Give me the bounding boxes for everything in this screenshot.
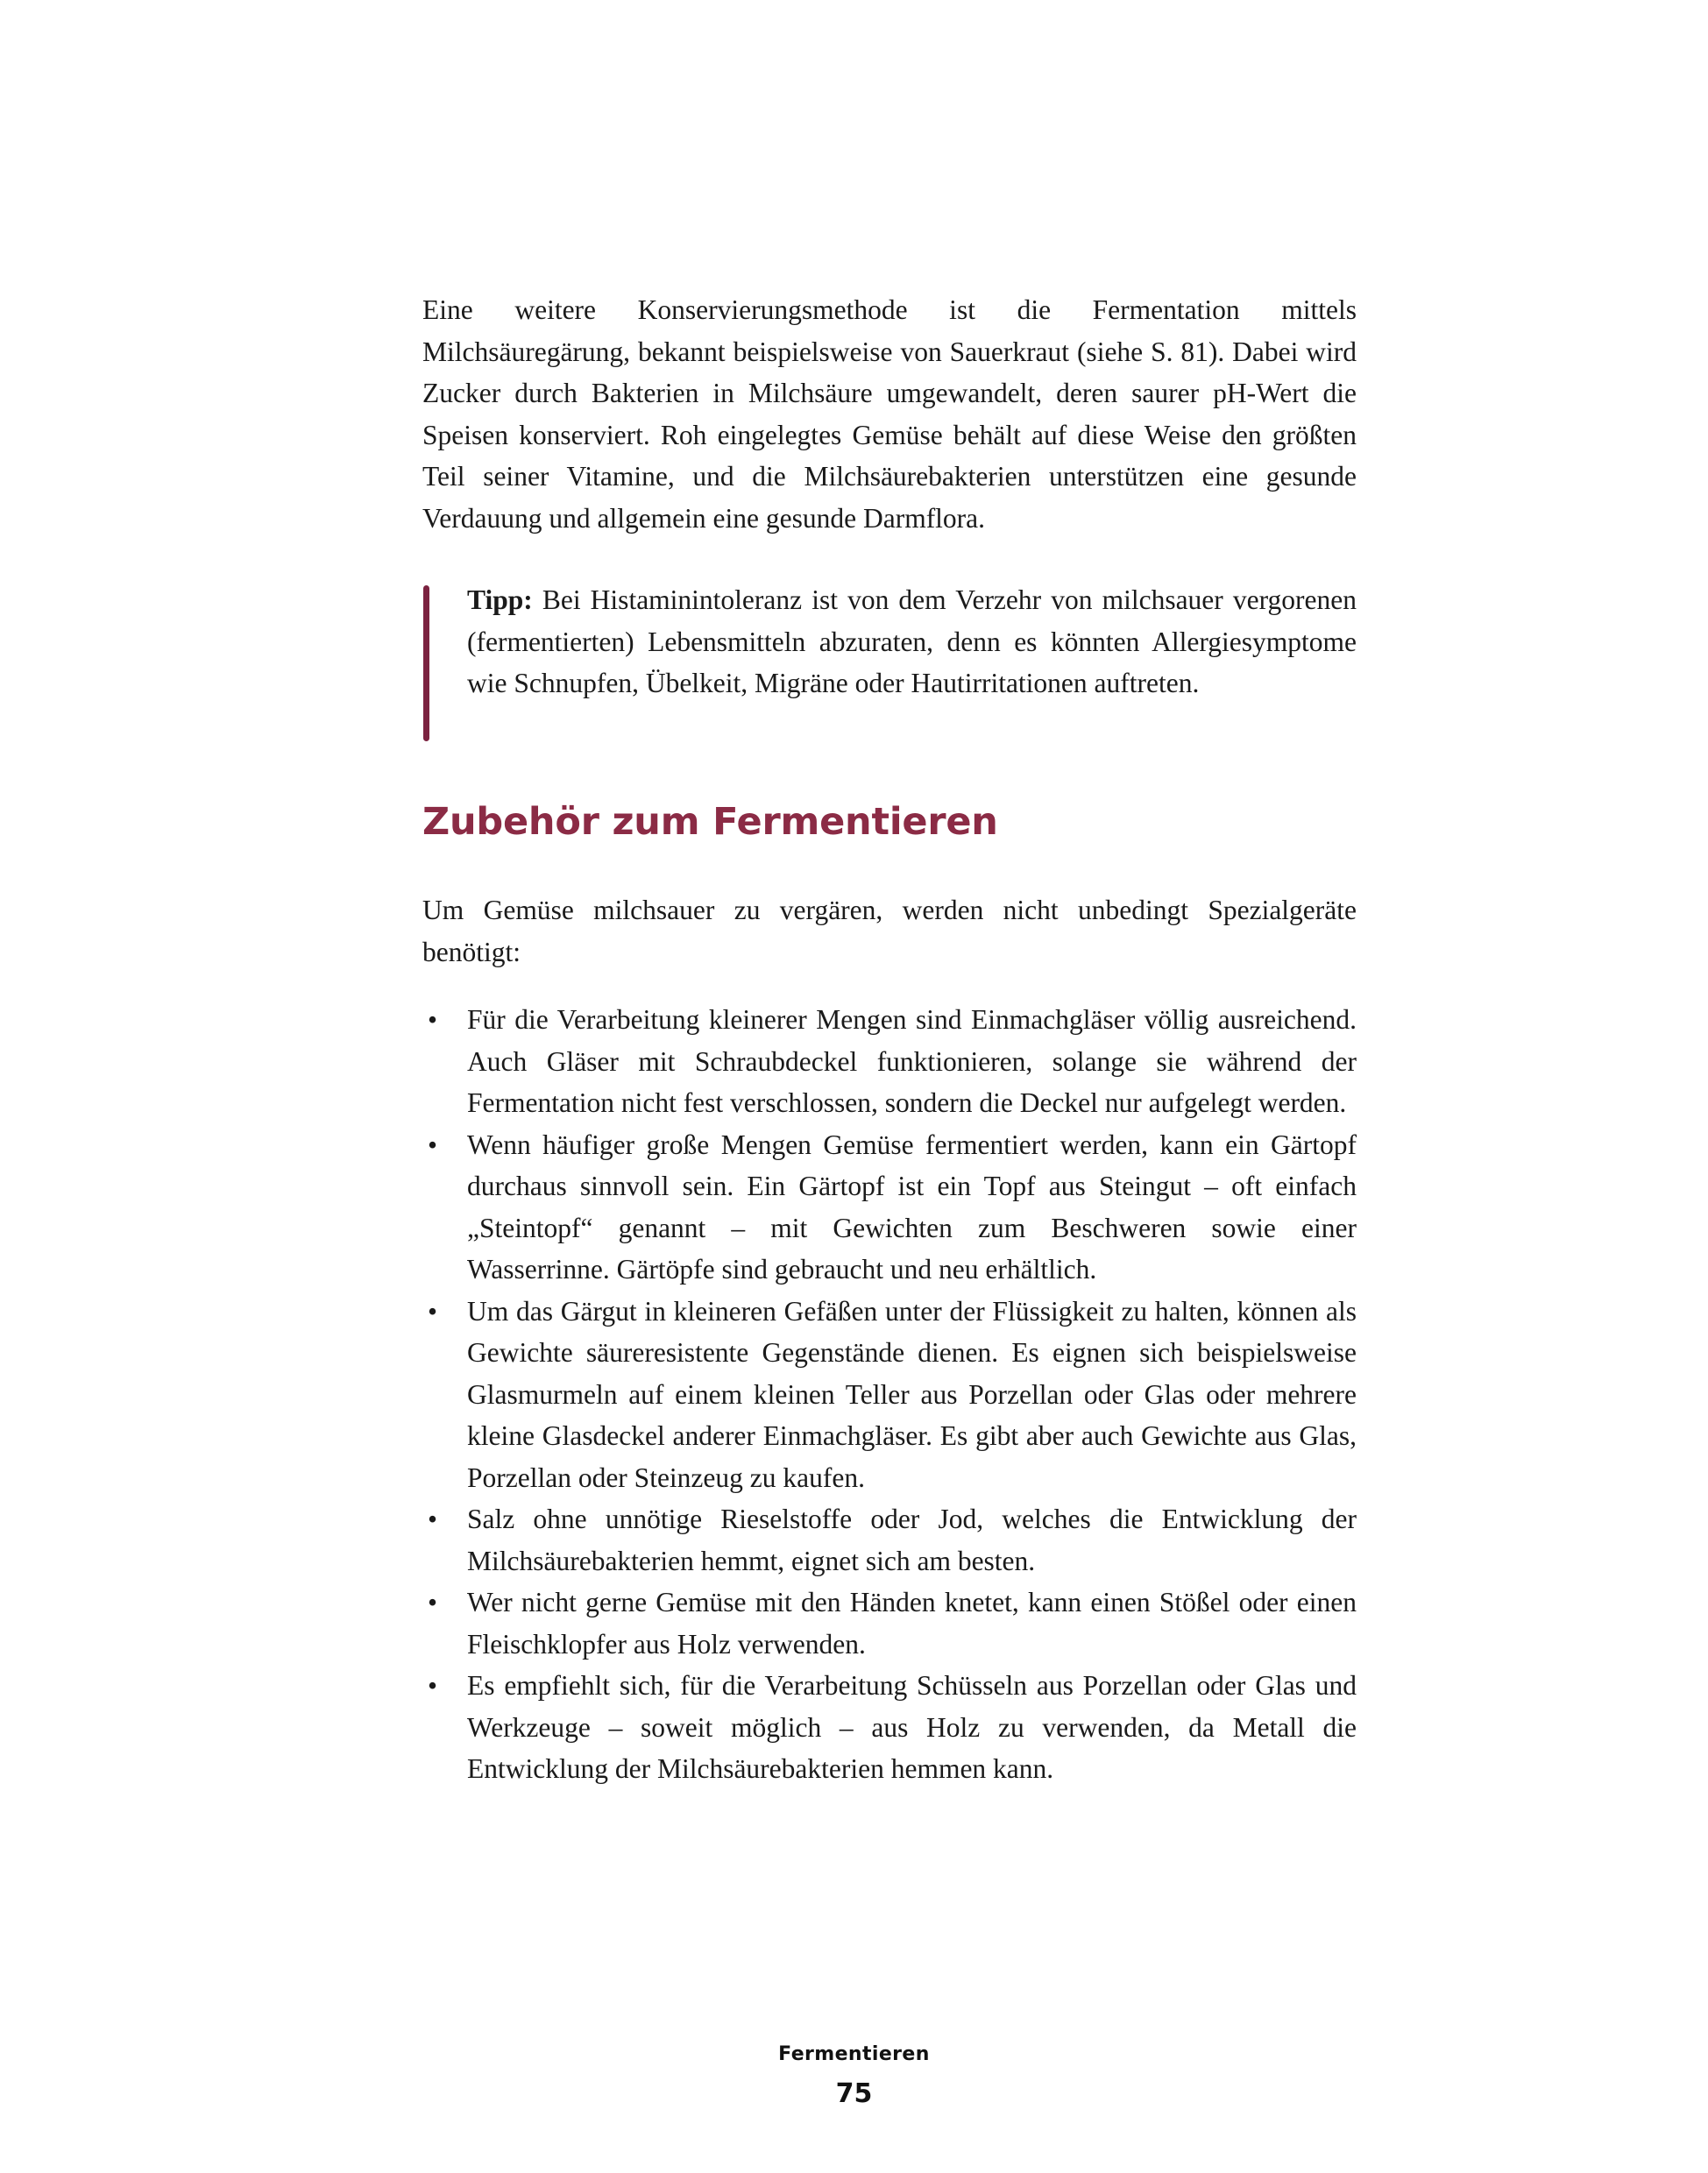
- list-item: [422, 999, 1357, 1124]
- list-item-text: Salz ohne unnötige Rieselstoffe oder Jod, welches die Entwicklung der Milchsäurebakterien hemmt, eignet sich am besten.: [467, 1504, 1357, 1576]
- list-item-text: Für die Verarbeitung kleinerer Mengen sind Einmachgläser völlig ausreichend. Auch Gläser mit Schraubdeckel funktionieren, solange sie während der Fermentation nicht fest verschlossen, sondern die Deckel nur aufgelegt werden.: [467, 1004, 1357, 1118]
- section-intro-paragraph: Um Gemüse milchsauer zu vergären, werden nicht unbedingt Spezialgeräte benötigt:: [422, 895, 1357, 967]
- page-number: 75: [835, 2078, 873, 2109]
- list-item-text: Wenn häufiger große Mengen Gemüse fermentiert werden, kann ein Gärtopf durchaus sinnvoll sein. Ein Gärtopf ist ein Topf aus Steingut – oft einfach „Steintopf“ genannt – mit Gewichten zum Beschweren sowie einer Wasserrinne. Gärtöpfe sind gebraucht und neu erhältlich.: [467, 1129, 1357, 1285]
- tip-label: Tipp:: [467, 584, 533, 615]
- tip-body-text: Bei Histaminintoleranz ist von dem Verzehr von milchsauer vergorenen (fermentierten) Lebensmitteln abzuraten, denn es könnten Allergiesymptome wie Schnupfen, Übelkeit, Migräne oder Hautirritationen auftreten.: [467, 584, 1357, 698]
- section-heading: Zubehör zum Fermentieren: [422, 800, 998, 844]
- list-item-text: Wer nicht gerne Gemüse mit den Händen knetet, kann einen Stößel oder einen Fleischklopfer aus Holz verwenden.: [467, 1587, 1357, 1660]
- tip-accent-bar: [423, 585, 429, 741]
- bullet-icon: •: [428, 1295, 438, 1327]
- list-item: [422, 1582, 1357, 1665]
- list-item: [422, 1665, 1357, 1790]
- bullet-icon: •: [428, 1129, 438, 1160]
- list-item: [422, 1124, 1357, 1291]
- bullet-icon: •: [428, 1670, 438, 1701]
- tip-paragraph: [467, 579, 1357, 704]
- bullet-icon: •: [428, 1004, 438, 1035]
- page-footer: [0, 2042, 1708, 2110]
- footer-chapter-label: Fermentieren: [778, 2043, 930, 2065]
- page-content: [422, 289, 1357, 1790]
- list-item: [422, 1291, 1357, 1499]
- list-item-text: Um das Gärgut in kleineren Gefäßen unter der Flüssigkeit zu halten, können als Gewichte säureresistente Gegenstände dienen. Es eignen sich beispielsweise Glasmurmeln auf einem kleinen Teller aus Porzellan oder Glas oder mehrere kleine Glasdeckel anderer Einmachgläser. Es gibt aber auch Gewichte aus Glas, Porzellan oder Steinzeug zu kaufen.: [467, 1295, 1357, 1493]
- list-item-text: Es empfiehlt sich, für die Verarbeitung Schüsseln aus Porzellan oder Glas und Werkzeuge – soweit möglich – aus Holz zu verwenden, da Metall die Entwicklung der Milchsäurebakterien hemmen kann.: [467, 1670, 1357, 1784]
- list-item: [422, 1498, 1357, 1582]
- bullet-icon: •: [428, 1587, 438, 1617]
- intro-paragraph: Eine weitere Konservierungsmethode ist die Fermentation mittels Milchsäuregärung, bekannt beispielsweise von Sauerkraut (siehe S. 81). Dabei wird Zucker durch Bakterien in Milchsäure umgewandelt, deren saurer pH-Wert die Speisen konserviert. Roh eingelegtes Gemüse behält auf diese Weise den größten Teil seiner Vitamine, und die Milchsäurebakterien unterstützen eine gesunde Verdauung und allgemein eine gesunde Darmflora.: [422, 294, 1357, 534]
- bullet-icon: •: [428, 1504, 438, 1534]
- equipment-list: [422, 973, 1357, 1790]
- tip-callout: [422, 579, 1357, 733]
